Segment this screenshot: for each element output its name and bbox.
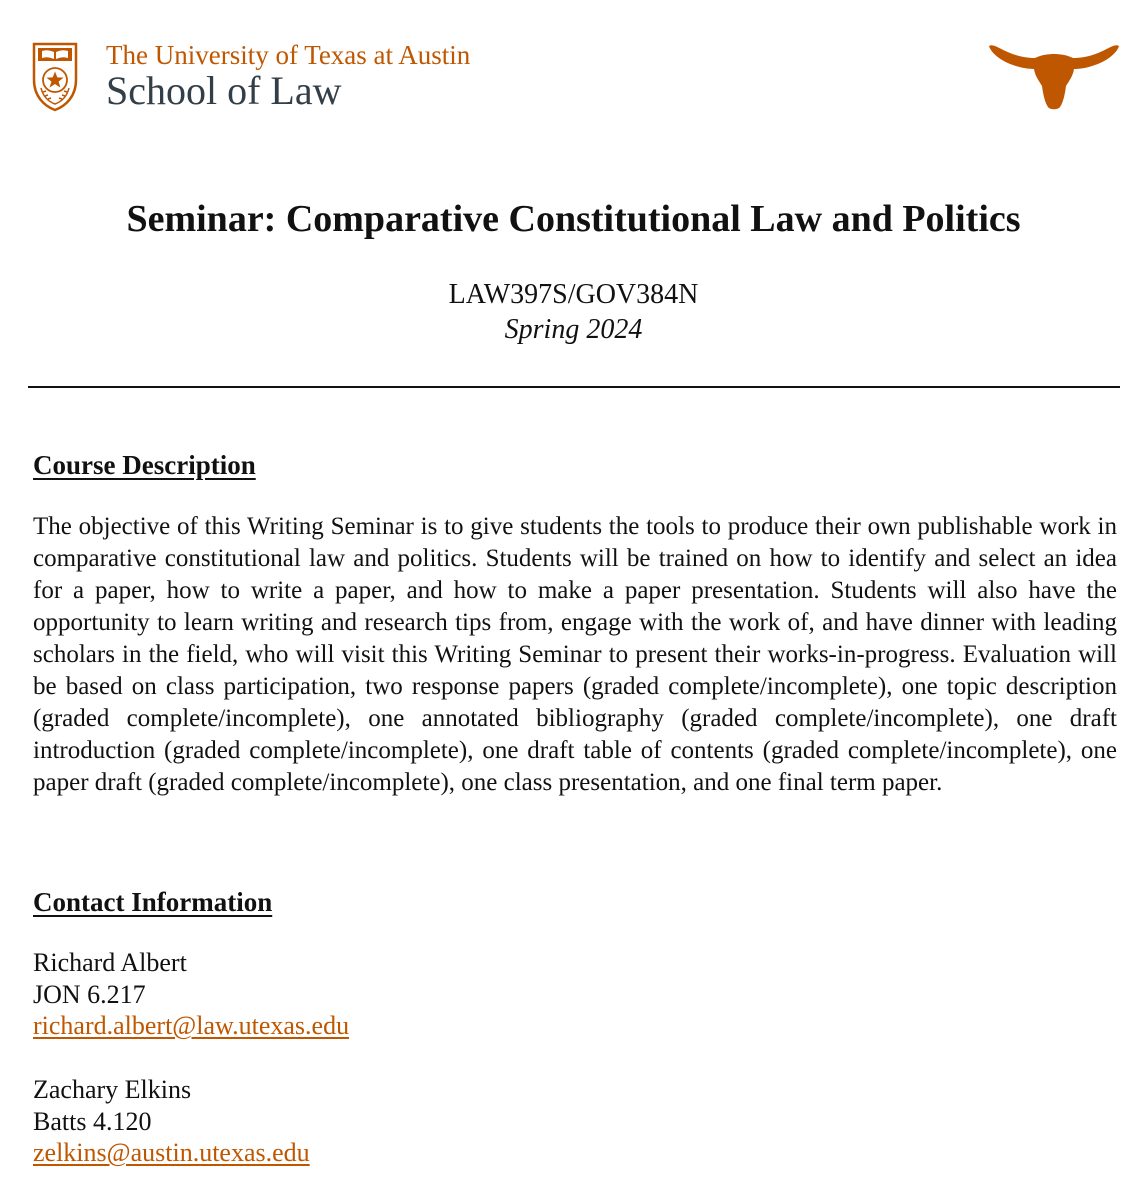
law-school-seal-icon — [32, 42, 78, 112]
longhorn-logo-icon — [988, 40, 1120, 112]
course-term: Spring 2024 — [504, 314, 643, 345]
course-description-heading: Course Description — [33, 450, 256, 480]
contact-information-heading: Contact Information — [33, 887, 273, 917]
contact-office: JON 6.217 — [33, 979, 146, 1009]
contact-name: Zachary Elkins — [33, 1075, 192, 1104]
contact-card — [33, 947, 349, 1042]
contact-email-link[interactable]: zelkins@austin.utexas.edu — [33, 1138, 310, 1167]
course-title: Seminar: Comparative Constitutional Law and Politics — [126, 198, 1021, 240]
horizontal-divider — [28, 386, 1120, 388]
contact-office: Batts 4.120 — [33, 1106, 152, 1136]
university-name: The University of Texas at Austin — [106, 40, 471, 70]
school-name: School of Law — [106, 68, 342, 113]
contact-email-link[interactable]: richard.albert@law.utexas.edu — [33, 1011, 350, 1040]
course-code: LAW397S/GOV384N — [448, 279, 699, 310]
page-header — [0, 0, 1147, 130]
course-description-text: The objective of this Writing Seminar is to give students the tools to produce their own publishable work in comparative constitutional law and politics. Students will be trained on how to identify and select an idea for a paper, how to write a paper, and how to make a paper presentation. Students will also have the opportunity to learn writing and research tips from, engage with the work of, and have dinner with leading scholars in the field, who will visit this Writing Seminar to present their works-in-progress. Evaluation will be based on class participation, two response papers (graded complete/incomplete), one topic description (graded complete/incomplete), one annotated bibliography (graded complete/incomplete), one draft introduction (graded complete/incomplete), one draft table of contents (graded complete/incomplete), one paper draft (graded complete/incomplete), one class presentation, and one final term paper. — [33, 513, 1117, 796]
contact-name: Richard Albert — [33, 948, 187, 977]
contact-card — [33, 1074, 310, 1169]
